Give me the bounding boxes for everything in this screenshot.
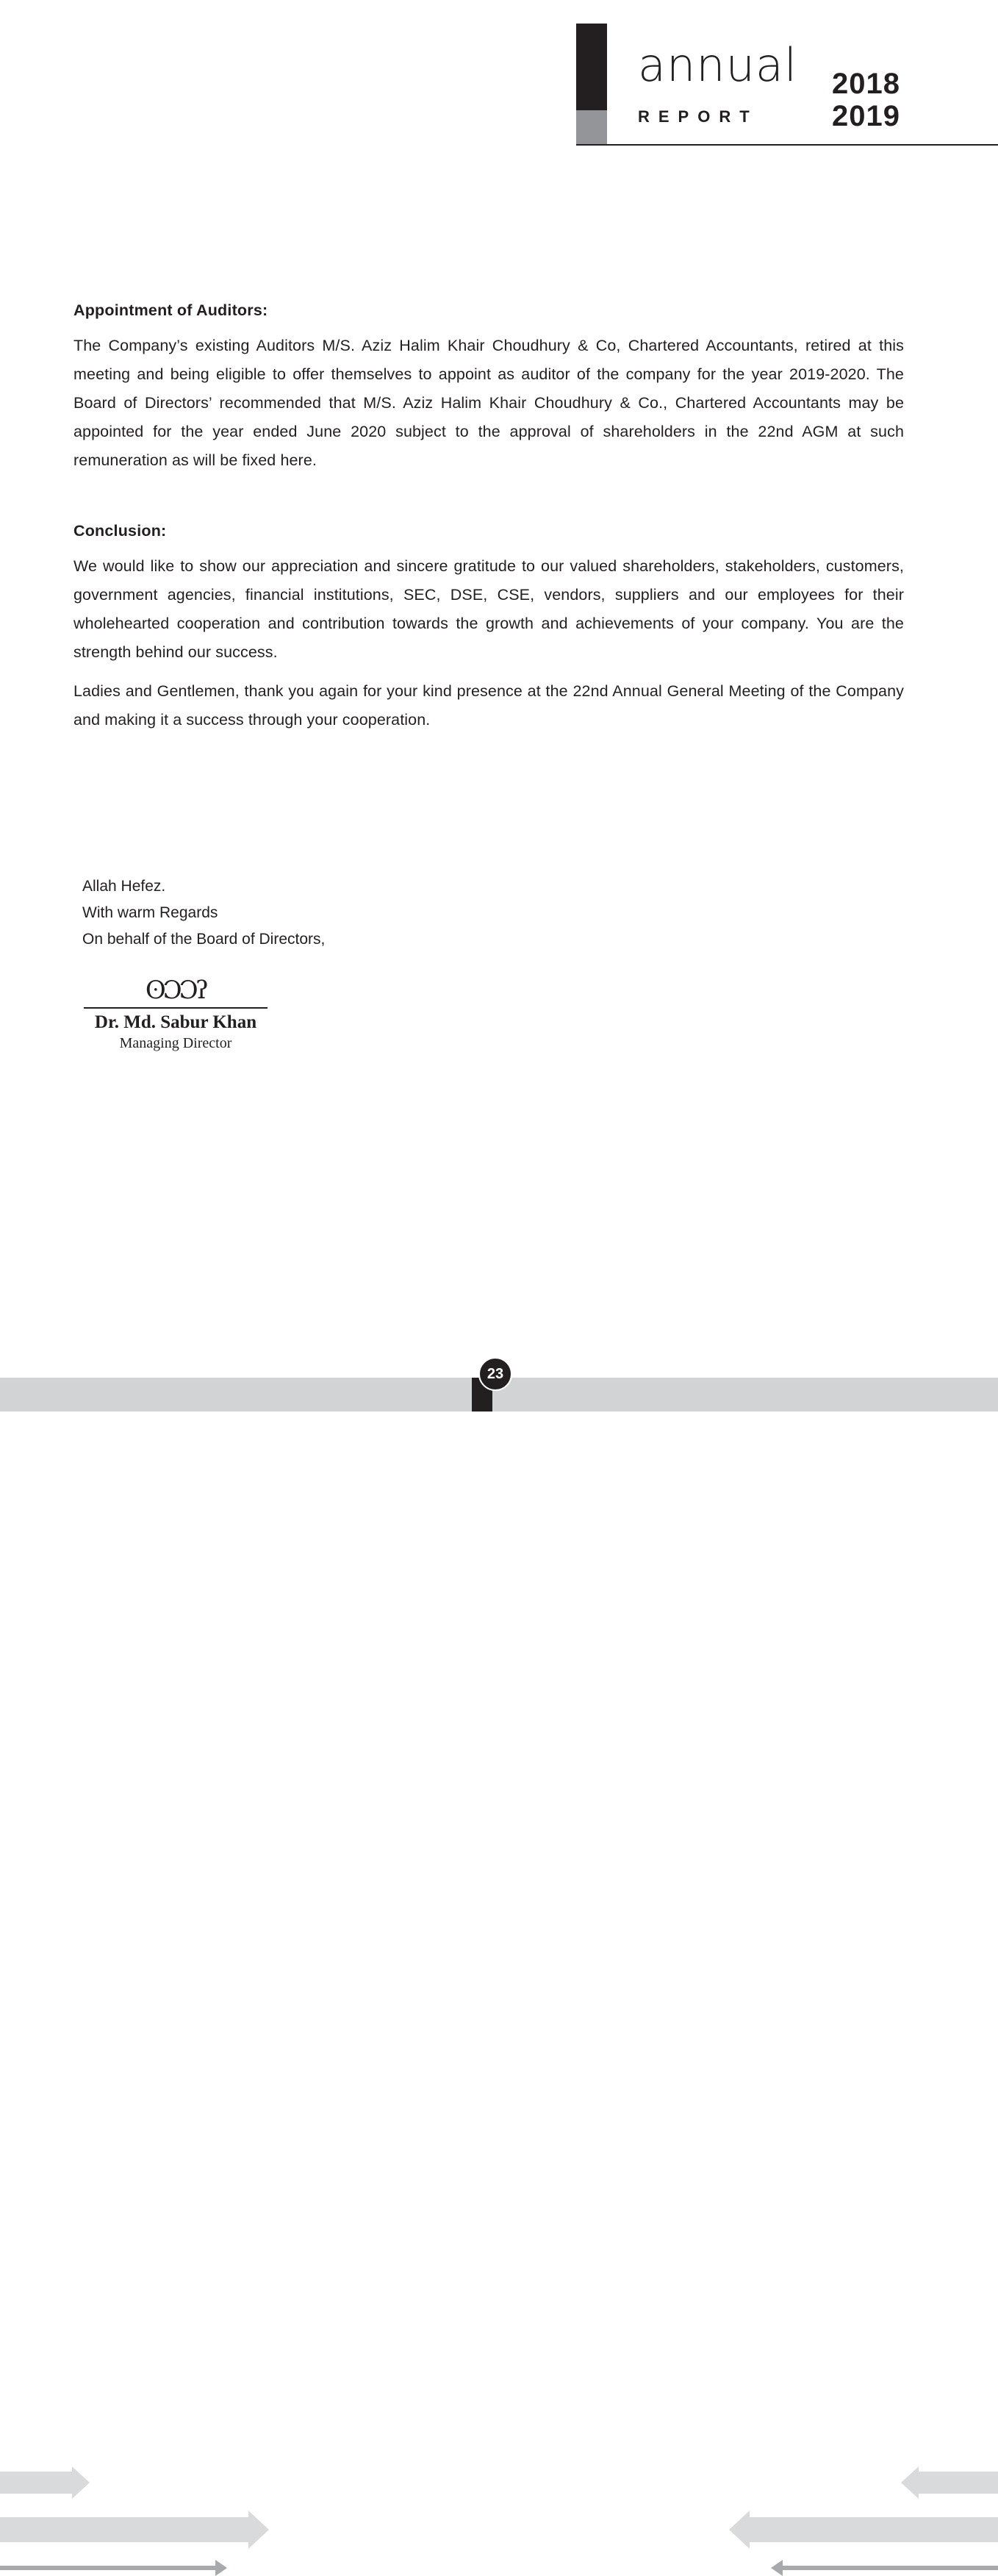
header-dark-block-icon [576, 24, 607, 110]
page-header [0, 0, 998, 153]
footer-arrow-right-2-icon [748, 2517, 998, 2542]
header-year-bottom: 2019 [832, 100, 900, 132]
signature-rule [84, 1007, 268, 1009]
signature-mark-icon: ʘƆƆʔ [145, 976, 207, 1005]
footer-arrow-left-3-icon [0, 2566, 217, 2570]
paragraph-conclusion-1: We would like to show our appreciation and sincere gratitude to our valued shareholders, stakeholders, customers, government agencies, financial institutions, SEC, DSE, CSE, vendors, suppliers and our employees for their wholehearted cooperation and contribution towards the growth and achievements of your company. You are the strength behind our success. [73, 557, 904, 661]
paragraph-conclusion-2: Ladies and Gentlemen, thank you again for your kind presence at the 22nd Annual General Meeting of the Company and making it a success through your cooperation. [73, 682, 904, 729]
signoff-line-2: With warm Regards [82, 904, 218, 921]
header-divider [576, 144, 998, 146]
section-spacer [73, 485, 904, 522]
footer-arrow-right-3-icon [781, 2566, 998, 2570]
header-gray-block-icon [576, 110, 607, 144]
section-heading-auditors: Appointment of Auditors: [73, 301, 268, 319]
signoff-line-3: On behalf of the Board of Directors, [82, 931, 326, 948]
footer-arrow-right-1-icon [917, 2472, 998, 2494]
section-heading-conclusion: Conclusion: [73, 522, 167, 540]
signatory-name: Dr. Md. Sabur Khan [94, 1012, 257, 1032]
header-brand-word: annual [638, 38, 798, 92]
header-year-top: 2018 [832, 68, 900, 100]
signoff-block [82, 873, 523, 953]
paragraph-auditors: The Company’s existing Auditors M/S. Aziz Halim Khair Choudhury & Co, Chartered Accountants, retired at this meeting and being eligible to offer themselves to appoint as auditor of the company for the year 2019-2020. The Board of Directors’ recommended that M/S. Aziz Halim Khair Choudhury & Co., Chartered Accountants may be appointed for the year ended June 2020 subject to the approval of shareholders in the 22nd AGM at such remuneration as will be fixed here. [73, 337, 904, 469]
header-years [832, 68, 900, 132]
document-body [73, 301, 904, 745]
page-number-badge: 23 [478, 1357, 512, 1391]
signoff-line-1: Allah Hefez. [82, 878, 166, 895]
footer-arrow-left-1-icon [0, 2472, 73, 2494]
header-report-word: REPORT [638, 107, 758, 126]
footer-arrow-left-2-icon [0, 2517, 250, 2542]
signatory-title: Managing Director [119, 1035, 232, 1051]
page-footer [0, 1242, 998, 1412]
signature-block [73, 978, 323, 1053]
